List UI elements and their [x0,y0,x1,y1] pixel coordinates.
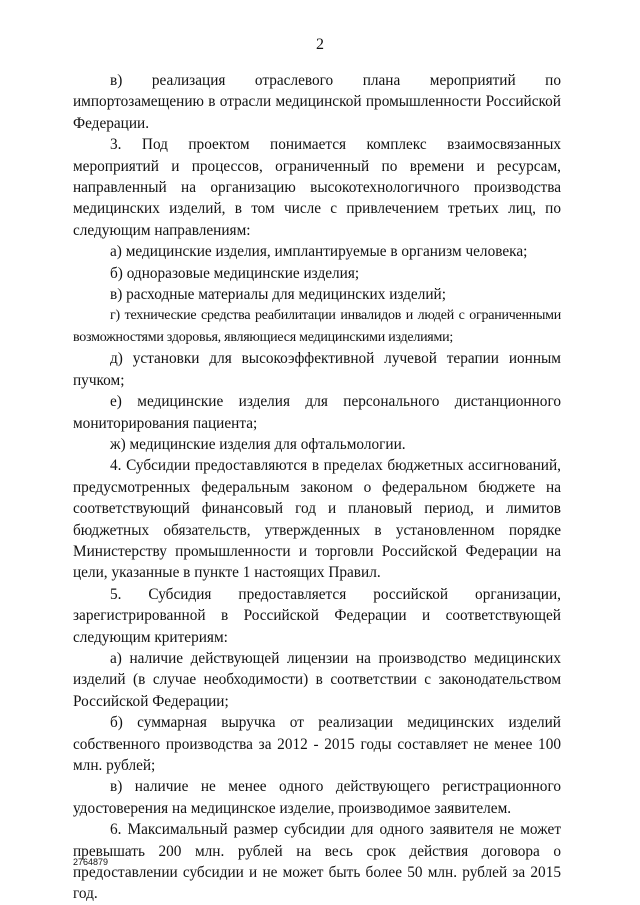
list-item-b: б) одноразовые медицинские изделия; [110,264,360,282]
criteria-item-b: б) суммарная выручка от реализации медицинских изделий собственного производства за 2012 - 2015 годы составляет не менее 100 млн. рублей; [73,714,561,774]
criteria-item-a: а) наличие действующей лицензии на производство медицинских изделий (в случае необходимости) в соответствии с законодательством Российской Федерации; [73,649,561,710]
paragraph-section-6-max-amount: 6. Максимальный размер субсидии для одного заявителя не может превышать 200 млн. рублей на весь срок действия договора о предоставлении субсидии и не может быть более 50 млн. рублей за 2015 год. [73,821,561,903]
document-body [73,70,561,905]
paragraph-item-v-import-substitution: в) реализация отраслевого плана мероприятий по импортозамещению в отрасли медицинской промышленности Российской Федерации. [73,72,561,132]
list-item-e: е) медицинские изделия для персонального дистанционного мониторирования пациента; [73,393,561,432]
list-item-v: в) расходные материалы для медицинских изделий; [110,286,446,304]
paragraph-section-5-criteria: 5. Субсидия предоставляется российской организации, зарегистрированной в Российской Федерации и соответствующей следующим критериям: [73,585,561,646]
list-item-g: г) технические средства реабилитации инвалидов и людей с ограниченными возможностями здоровья, являющиеся медицинскими изделиями; [73,308,561,345]
list-item-zh: ж) медицинские изделия для офтальмологии. [110,435,406,453]
paragraph-section-4-subsidies: 4. Субсидии предоставляются в пределах бюджетных ассигнований, предусмотренных федеральным законом о федеральном бюджете на соответствующий финансовый год и плановый период, и лимитов бюджетных обязательств, утвержденных в установленном порядке Министерству промышленности и торговли Российской Федерации на цели, указанные в пункте 1 настоящих Правил. [73,457,561,582]
list-item-a: а) медицинские изделия, имплантируемые в организм человека; [110,243,528,261]
paragraph-section-3-project: 3. Под проектом понимается комплекс взаимосвязанных мероприятий и процессов, ограниченный по времени и ресурсам, направленный на организацию высокотехнологичного производства медицинских изделий, в том числе с привлечением третьих лиц, по следующим направлениям: [73,136,561,239]
document-code: 2764879 [73,857,109,867]
criteria-item-v: в) наличие не менее одного действующего регистрационного удостоверения на медицинское изделие, производимое заявителем. [73,778,561,817]
page-number: 2 [316,36,324,53]
list-item-d: д) установки для высокоэффективной лучевой терапии ионным пучком; [73,350,561,389]
